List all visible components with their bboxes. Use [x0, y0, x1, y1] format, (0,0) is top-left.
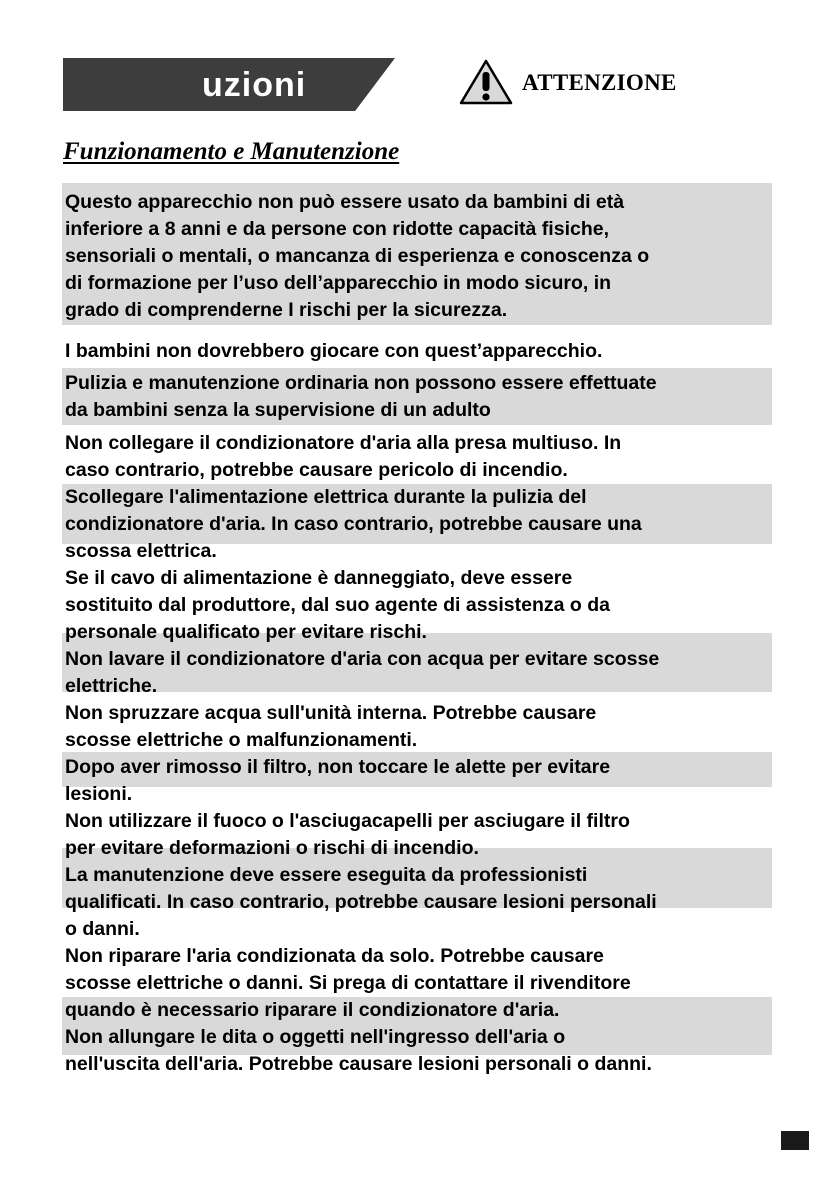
text-line: Non spruzzare acqua sull'unità interna. Potrebbe causare — [65, 702, 597, 724]
text-line: lesioni. — [65, 783, 133, 805]
text-line: Dopo aver rimosso il filtro, non toccare le alette per evitare — [65, 756, 611, 778]
text-line: di formazione per l’uso dell’apparecchio in modo sicuro, in — [65, 272, 612, 294]
text-line: Scollegare l'alimentazione elettrica durante la pulizia del — [65, 486, 587, 508]
text-line: I bambini non dovrebbero giocare con quest’apparecchio. — [65, 340, 603, 362]
text-line: Se il cavo di alimentazione è danneggiato, deve essere — [65, 567, 573, 589]
text-line: Non lavare il condizionatore d'aria con acqua per evitare scosse — [65, 648, 660, 670]
text-line: La manutenzione deve essere eseguita da professionisti — [65, 864, 588, 886]
text-line: da bambini senza la supervisione di un adulto — [65, 399, 491, 421]
section-title: Funzionamento e Manutenzione — [63, 138, 400, 165]
text-line: per evitare deformazioni o rischi di incendio. — [65, 837, 479, 859]
text-line: scosse elettriche o malfunzionamenti. — [65, 729, 418, 751]
text-line: Non allungare le dita o oggetti nell'ingresso dell'aria o — [65, 1026, 566, 1048]
text-line: Questo apparecchio non può essere usato da bambini di età — [65, 191, 625, 213]
warning-triangle-icon — [458, 58, 514, 106]
text-line: Non utilizzare il fuoco o l'asciugacapelli per asciugare il filtro — [65, 810, 630, 832]
text-line: Non collegare il condizionatore d'aria alla presa multiuso. In — [65, 432, 622, 454]
text-line: Pulizia e manutenzione ordinaria non possono essere effettuate — [65, 372, 657, 394]
text-line: o danni. — [65, 918, 140, 940]
text-line: personale qualificato per evitare rischi. — [65, 621, 427, 643]
text-line: inferiore a 8 anni e da persone con ridotte capacità fisiche, — [65, 218, 610, 240]
text-line: caso contrario, potrebbe causare pericolo di incendio. — [65, 459, 568, 481]
warning-label: ATTENZIONE — [522, 70, 677, 95]
text-line: nell'uscita dell'aria. Potrebbe causare lesioni personali o danni. — [65, 1053, 652, 1075]
text-line: elettriche. — [65, 675, 158, 697]
text-line: sostituito dal produttore, dal suo agente di assistenza o da — [65, 594, 610, 616]
text-line: Non riparare l'aria condizionata da solo. Potrebbe causare — [65, 945, 604, 967]
text-line: scossa elettrica. — [65, 540, 217, 562]
text-line: qualificati. In caso contrario, potrebbe causare lesioni personali — [65, 891, 657, 913]
text-line: sensoriali o mentali, o mancanza di esperienza e conoscenza o — [65, 245, 650, 267]
text-line: scosse elettriche o danni. Si prega di contattare il rivenditore — [65, 972, 631, 994]
page-tab-marker — [781, 1131, 809, 1150]
text-line: quando è necessario riparare il condizionatore d'aria. — [65, 999, 560, 1021]
text-line: grado di comprenderne I rischi per la sicurezza. — [65, 299, 508, 321]
banner-title: uzioni — [202, 66, 307, 104]
text-line: condizionatore d'aria. In caso contrario, potrebbe causare una — [65, 513, 642, 535]
